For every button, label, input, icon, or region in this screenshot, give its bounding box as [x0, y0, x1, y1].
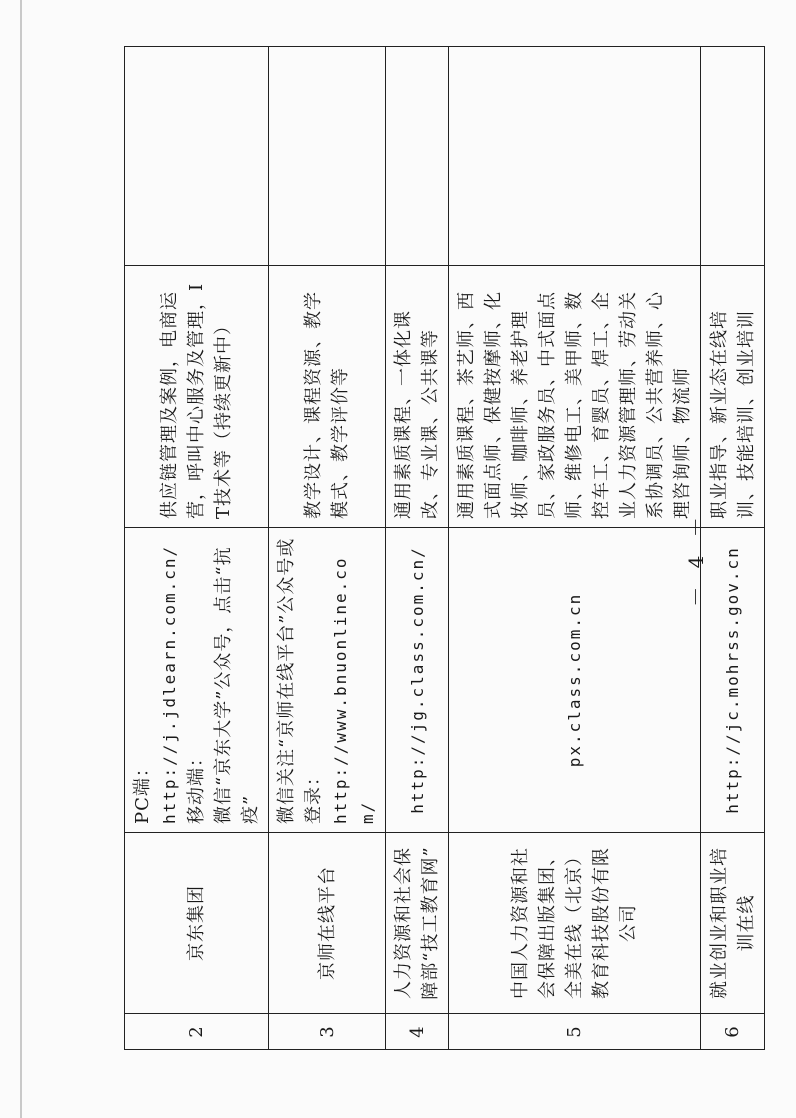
row-number: 5	[449, 1014, 701, 1050]
access-url: http://jg.class.com.cn/	[386, 528, 449, 833]
access-url: http://jc.mohrss.gov.cn	[701, 528, 765, 833]
table-row	[449, 47, 701, 1050]
content-cell: 职业指导、新业态在线培训、技能培训、创业培训	[701, 266, 765, 528]
access-url: http://j.jdlearn.com.cn/	[160, 544, 179, 824]
row-number: 6	[701, 1014, 765, 1050]
organization-cell: 就业创业和职业培训在线	[701, 833, 765, 1014]
row-number: 2	[125, 1014, 269, 1050]
access-line: 微信“京东大学”公众号，点击“抗疫”	[213, 546, 261, 824]
organization-cell: 京师在线平台	[269, 833, 386, 1014]
access-line: 移动端：	[186, 748, 207, 824]
table-row	[269, 47, 386, 1050]
access-cell	[125, 528, 269, 833]
content-cell: 通用素质课程、茶艺师、西式面点师、保健按摩师、化妆师、咖啡师、养老护理员、家政服务员、中式面点师、维修电工、美甲师、数控车工、育婴员、焊工、企业人力资源管理师、劳动关系协调员、公共营养师、心理咨询师、物流师	[449, 266, 701, 528]
note-cell	[125, 47, 269, 266]
note-cell	[386, 47, 449, 266]
access-line: PC端：	[132, 758, 153, 824]
page-number: － 4 －	[684, 511, 708, 607]
organization-cell: 人力资源和社会保障部“技工教育网”	[386, 833, 449, 1014]
row-number: 4	[386, 1014, 449, 1050]
access-url: px.class.com.cn	[449, 528, 701, 833]
row-number: 3	[269, 1014, 386, 1050]
access-cell	[269, 528, 386, 833]
content-cell: 通用素质课程、一体化课改、专业课、公共课等	[386, 266, 449, 528]
note-cell	[449, 47, 701, 266]
note-cell	[701, 47, 765, 266]
note-cell	[269, 47, 386, 266]
access-line: 微信关注“京师在线平台”公众号或登录：	[276, 537, 324, 824]
table-row	[701, 47, 765, 1050]
content-cell: 供应链管理及案例，电商运营，呼叫中心服务及管理，IT技术等（持续更新中）	[125, 266, 269, 528]
organization-cell: 中国人力资源和社会保障出版集团、全美在线（北京）教育科技股份有限公司	[449, 833, 701, 1014]
table-row	[125, 47, 269, 1050]
access-url: http://www.bnuonline.com/	[331, 556, 377, 824]
organization-cell: 京东集团	[125, 833, 269, 1014]
content-cell: 教学设计、课程资源、教学模式、教学评价等	[269, 266, 386, 528]
platform-table	[124, 46, 765, 1050]
table-row	[386, 47, 449, 1050]
